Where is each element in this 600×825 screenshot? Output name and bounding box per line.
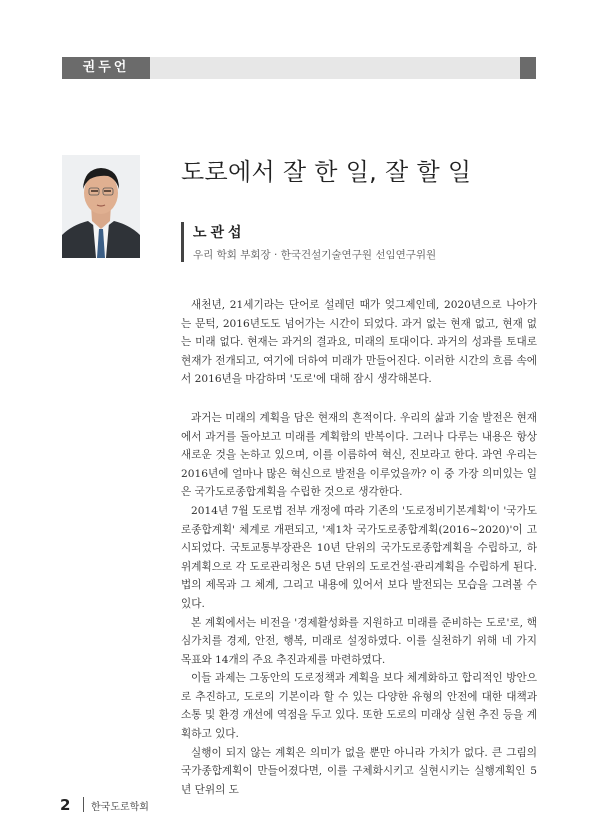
- author-photo: [62, 155, 140, 258]
- section-header-bar: [62, 57, 536, 79]
- author-name: 노관섭: [193, 225, 246, 241]
- author-accent-bar: [181, 222, 184, 262]
- body-paragraph-2: 과거는 미래의 계획을 담은 현재의 흔적이다. 우리의 삶과 기술 발전은 현재에서 과거를 돌아보고 미래를 계획함의 반복이다. 그러나 다루는 내용은 항상 새로운 것을 논하고 있으며, 이를 이름하여 혁신, 진보라고 한다. 과연 우리는 2016년에 얼마나 많은 혁신으로 발전을 이루었을까? 이 중 가장 의미있는 일은 국가도로종합계획을 수립한 것으로 생각한다.: [181, 411, 537, 499]
- section-bar-end-block: [520, 57, 536, 79]
- page-number: 2: [60, 796, 71, 814]
- body-paragraph-1: 새천년, 21세기라는 단어로 설레던 때가 엊그제인데, 2020년으로 나아가는 문턱, 2016년도도 넘어가는 시간이 되었다. 과거 없는 현재 없고, 현재 없는 미래 없다. 현재는 과거의 결과요, 미래의 토대이다. 과거의 성과를 토대로 현재가 전개되고, 여기에 더하여 미래가 만들어진다. 이러한 시간의 흐름 속에서 2016년을 마감하며 '도로'에 대해 잠시 생각해본다.: [181, 299, 537, 386]
- body-paragraph-5: 이들 과제는 그동안의 도로정책과 계획을 보다 체계화하고 합리적인 방안으로 추진하고, 도로의 기본이라 할 수 있는 다양한 유형의 안전에 대한 대책과 소통 및 환경 개선에 역점을 두고 있다. 또한 도로의 미래상 실현 추진 등을 계획하고 있다.: [181, 672, 537, 741]
- body-paragraph-6: 실행이 되지 않는 계획은 의미가 없을 뿐만 아니라 가치가 없다. 큰 그림의 국가종합계획이 만들어졌다면, 이를 구체화시키고 실현시키는 실행계획인 5년 단위의 도: [181, 746, 537, 796]
- author-portrait-image: [62, 155, 140, 258]
- body-paragraph-4: 본 계획에서는 비전을 '경제활성화를 지원하고 미래를 준비하는 도로'로, 핵심가치를 경제, 안전, 행복, 미래로 설정하였다. 이를 실천하기 위해 네 가지 목표와 14개의 주요 추진과제를 마련하였다.: [181, 616, 537, 666]
- section-label: 권두언: [62, 57, 150, 79]
- author-affiliation: 우리 학회 부회장 · 한국건설기술연구원 선임연구위원: [193, 249, 437, 261]
- article-body: [181, 296, 537, 799]
- article-title: 도로에서 잘 한 일, 잘 할 일: [181, 158, 472, 186]
- body-paragraph-3: 2014년 7월 도로법 전부 개정에 따라 기존의 '도로정비기본계획'이 '국가도로종합계획' 체계로 개편되고, '제1차 국가도로종합계획(2016~2020)'이 고시되었다. 국토교통부장관은 10년 단위의 국가도로종합계획을 수립하고, 하위계획으로 각 도로관리청은 5년 단위의 도로건설·관리계획을 수립하게 된다. 법의 제목과 그 체계, 그리고 내용에 있어서 보다 발전되는 모습을 그려볼 수 있다.: [181, 504, 537, 610]
- footer-publisher: 한국도로학회: [91, 802, 149, 813]
- footer-divider: [83, 797, 84, 812]
